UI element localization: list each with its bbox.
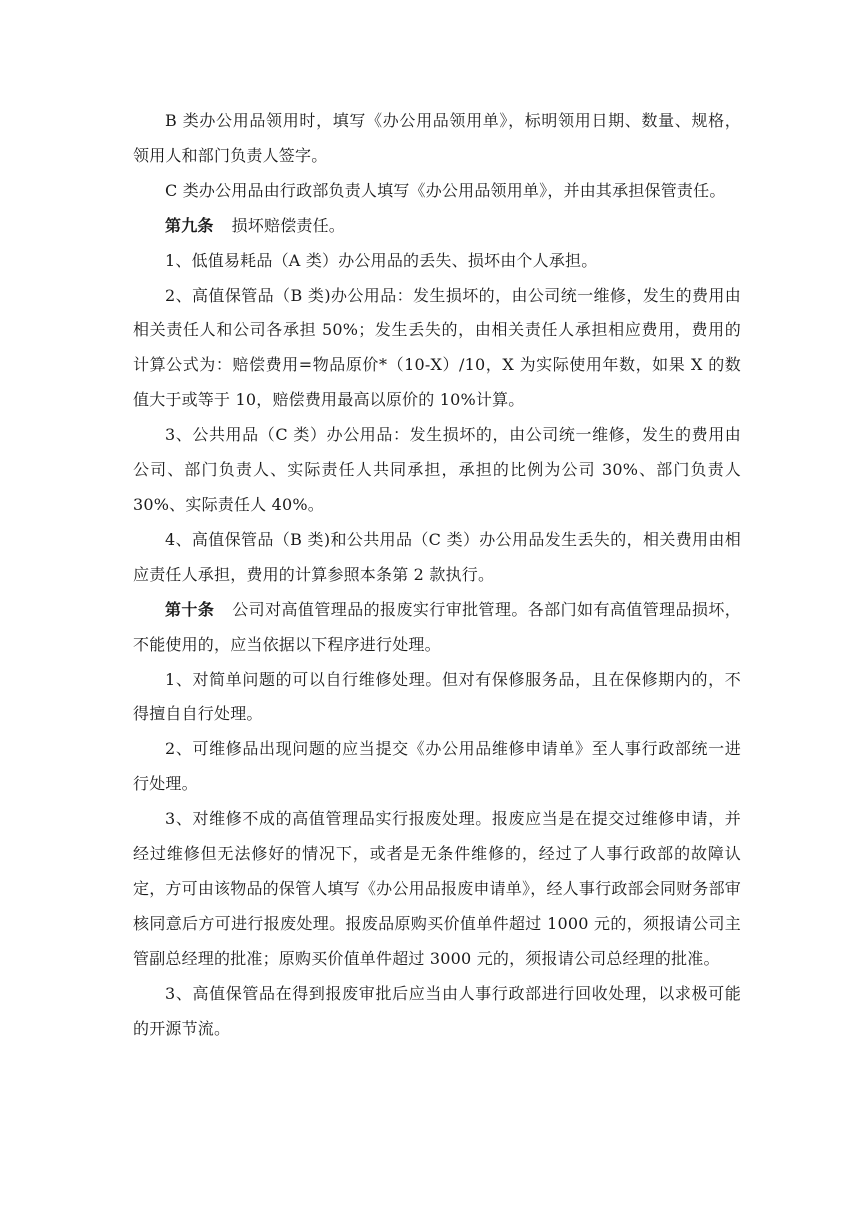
paragraph-text: 1、对简单问题的可以自行维修处理。但对有保修服务品，且在保修期内的，不得擅自自行处理。: [133, 669, 741, 724]
document-body: [133, 104, 741, 1046]
article-9-item-4: [133, 523, 741, 593]
paragraph-b-class-usage: [133, 104, 741, 174]
article-heading: 第十条: [165, 599, 215, 619]
article-9-item-3: [133, 418, 741, 523]
paragraph-c-class-usage: [133, 174, 741, 209]
paragraph-text: B 类办公用品领用时，填写《办公用品领用单》，标明领用日期、数量、规格，领用人和部门负责人签字。: [133, 111, 741, 165]
paragraph-text: 公司对高值管理品的报废实行审批管理。各部门如有高值管理品损坏，不能使用的，应当依据以下程序进行处理。: [133, 599, 742, 654]
article-10: [133, 593, 741, 663]
paragraph-text: 2、可维修品出现问题的应当提交《办公用品维修申请单》至人事行政部统一进行处理。: [133, 739, 741, 794]
paragraph-text: 4、高值保管品（B 类)和公共用品（C 类）办公用品发生丢失的，相关费用由相应责任人承担，费用的计算参照本条第 2 款执行。: [133, 529, 741, 584]
article-9-item-1: [133, 244, 741, 279]
article-9-item-2: [133, 279, 741, 419]
article-10-item-1: [133, 663, 741, 733]
paragraph-text: 2、高值保管品（B 类)办公用品：发生损坏的，由公司统一维修，发生的费用由相关责任人和公司各承担 50%；发生丢失的，由相关责任人承担相应费用，费用的计算公式为：赔偿费用=物品原价*（10-X）/10，X 为实际使用年数，如果 X 的数值大于或等于 10，赔偿费用最高以原价的 10%计算。: [133, 285, 741, 410]
article-heading: 第九条: [165, 215, 214, 235]
paragraph-text: 1、低值易耗品（A 类）办公用品的丢失、损坏由个人承担。: [165, 250, 598, 270]
article-10-item-3b: [133, 977, 741, 1047]
paragraph-text: 3、对维修不成的高值管理品实行报废处理。报废应当是在提交过维修申请，并经过维修但无法修好的情况下，或者是无条件维修的，经过了人事行政部的故障认定，方可由该物品的保管人填写《办公用品报废申请单》，经人事行政部会同财务部审核同意后方可进行报废处理。报废品原购买价值单件超过 1000 元的，须报请公司主管副总经理的批准；原购买价值单件超过 3000 元的，须报请公司总经理的批准。: [133, 809, 741, 968]
article-10-item-3: [133, 802, 741, 977]
paragraph-text: 3、公共用品（C 类）办公用品：发生损坏的，由公司统一维修，发生的费用由公司、部门负责人、实际责任人共同承担，承担的比例为公司 30%、部门负责人 30%、实际责任人 40%。: [133, 425, 741, 514]
article-9: [133, 209, 741, 244]
paragraph-text: 3、高值保管品在得到报废审批后应当由人事行政部进行回收处理，以求极可能的开源节流。: [133, 983, 741, 1038]
paragraph-text: 损坏赔偿责任。: [231, 215, 346, 235]
article-10-item-2: [133, 732, 741, 802]
paragraph-text: C 类办公用品由行政部负责人填写《办公用品领用单》，并由其承担保管责任。: [165, 180, 726, 200]
